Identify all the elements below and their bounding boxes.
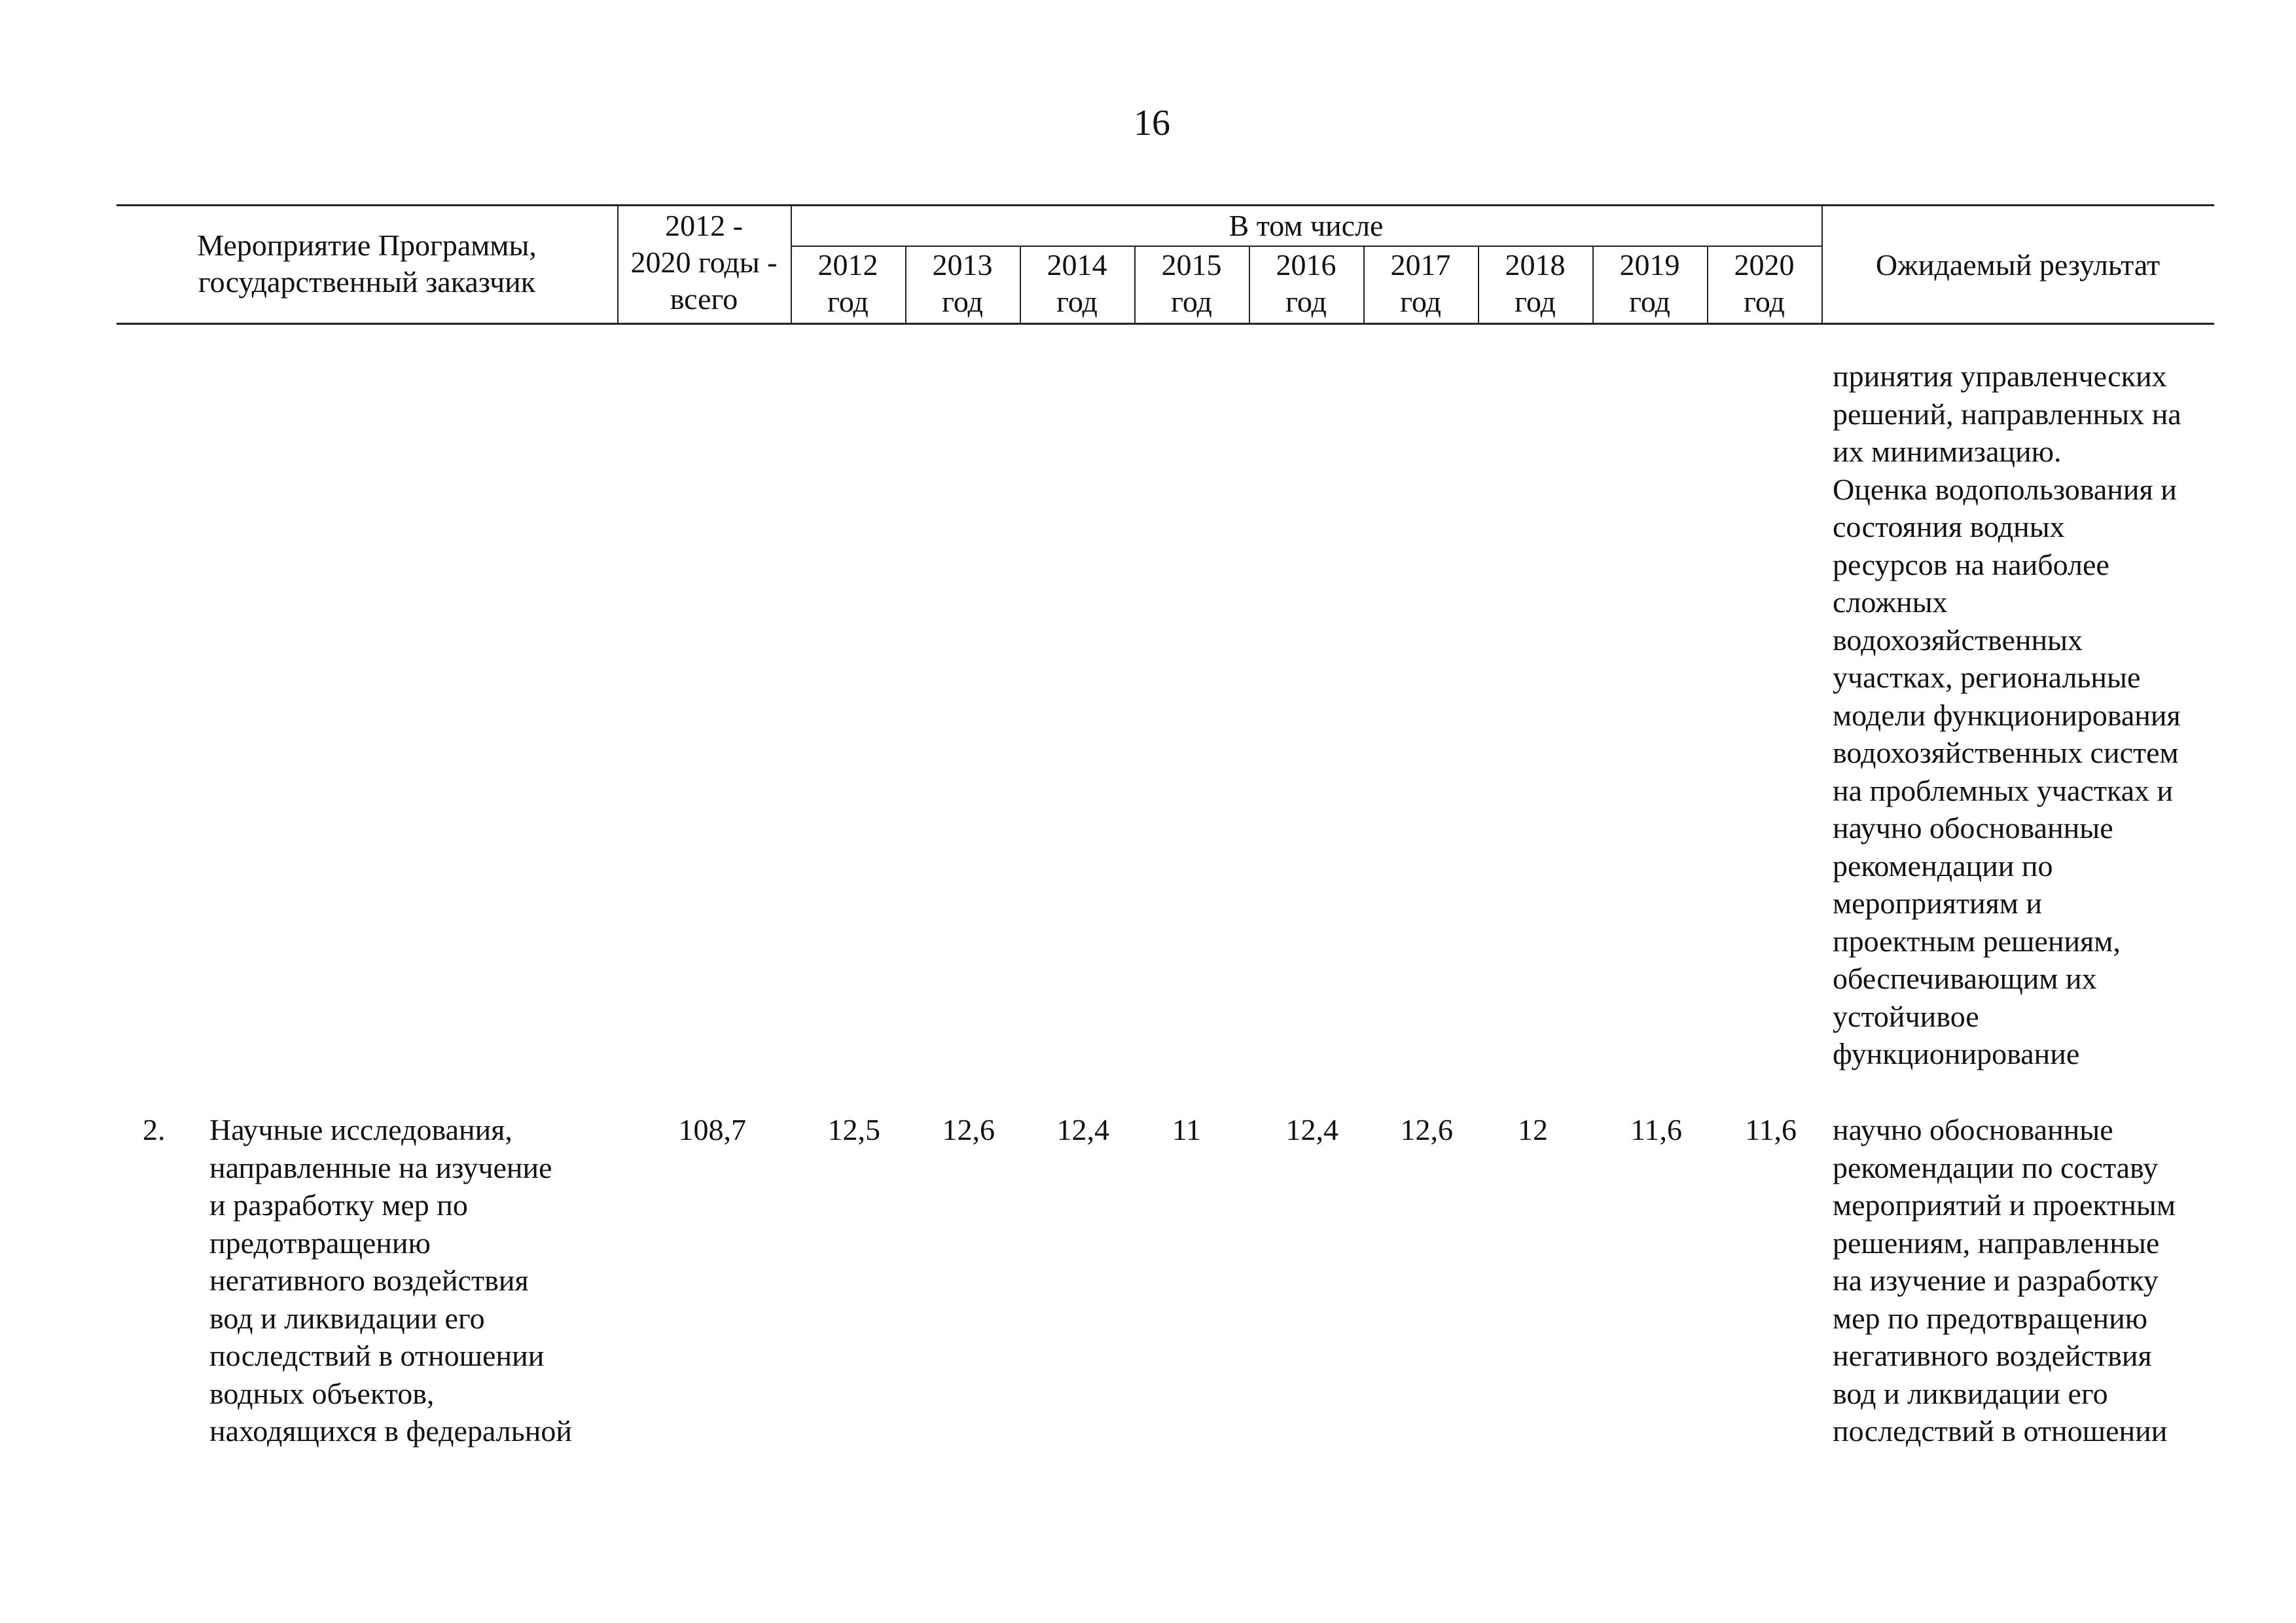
year-unit: год: [942, 285, 983, 318]
year-unit: год: [1285, 285, 1327, 318]
year-label: 2012: [817, 248, 878, 282]
header-total-title: [617, 208, 791, 318]
year-unit: год: [1744, 285, 1785, 318]
header-including-title: В том числе: [1229, 209, 1384, 242]
header-year-2018: [1478, 247, 1592, 323]
row-event-text: Научные исследования, направленные на изучение и разработку мер по предотвращению негативного воздействия вод и ликвидации его последствий в отношении водных объектов, находящихся в федеральной: [209, 1113, 572, 1448]
header-event-title: Мероприятие Программы, государственный заказчик: [197, 228, 537, 299]
row-value-2018: 12: [1518, 1113, 1548, 1146]
row-value-2015: 11: [1172, 1113, 1201, 1146]
row-value-2012: 12,5: [827, 1113, 880, 1146]
header-total-line2: 2020 годы -: [630, 246, 778, 279]
header-year-2020: [1707, 247, 1821, 323]
row-result-text: научно обоснованные рекомендации по составу мероприятий и проектным решениям, направленные на изучение и разработку мер по предотвращению негативного воздействия вод и ликвидации его последствий в отношении: [1833, 1113, 2176, 1448]
row-value-2016: 12,4: [1285, 1113, 1338, 1146]
year-unit: год: [1629, 285, 1670, 318]
header-year-2013: [905, 247, 1020, 323]
continuation-result-text: принятия управленческих решений, направленных на их минимизацию. Оценка водопользования и состояния водных ресурсов на наиболее сложных водохозяйственных участках, региональные модели функционирования водохозяйственных систем на проблемных участках и научно обоснованные рекомендации по мероприятиям и проектным решениям, обеспечивающим их устойчивое функционирование: [1833, 359, 2181, 1070]
row-value-2017: 12,6: [1400, 1113, 1453, 1146]
row-total: 108,7: [678, 1113, 746, 1146]
year-unit: год: [1171, 285, 1212, 318]
year-label: 2015: [1161, 248, 1222, 282]
header-year-2016: [1249, 247, 1363, 323]
page-number: 16: [1134, 103, 1170, 143]
header-year-2012: [791, 247, 905, 323]
row-value-2019: 11,6: [1630, 1113, 1682, 1146]
header-year-2014: [1020, 247, 1134, 323]
header-total-line1: 2012 -: [665, 209, 743, 242]
year-label: 2019: [1619, 248, 1680, 282]
year-label: 2020: [1734, 248, 1795, 282]
header-total-line3: всего: [670, 282, 738, 316]
year-label: 2014: [1047, 248, 1107, 282]
year-unit: год: [1056, 285, 1098, 318]
table-header: [117, 204, 2214, 325]
row-value-2013: 12,6: [942, 1113, 995, 1146]
header-result-title: Ожидаемый результат: [1875, 248, 2161, 282]
year-label: 2013: [932, 248, 993, 282]
header-year-2015: [1134, 247, 1249, 323]
year-label: 2016: [1276, 248, 1336, 282]
year-label: 2017: [1390, 248, 1451, 282]
year-unit: год: [1400, 285, 1441, 318]
row-value-2014: 12,4: [1056, 1113, 1109, 1146]
header-year-2017: [1363, 247, 1478, 323]
year-unit: год: [827, 285, 869, 318]
row-value-2020: 11,6: [1745, 1113, 1797, 1146]
year-unit: год: [1515, 285, 1556, 318]
header-year-2019: [1592, 247, 1707, 323]
year-label: 2018: [1505, 248, 1566, 282]
row-number: 2.: [143, 1113, 166, 1146]
